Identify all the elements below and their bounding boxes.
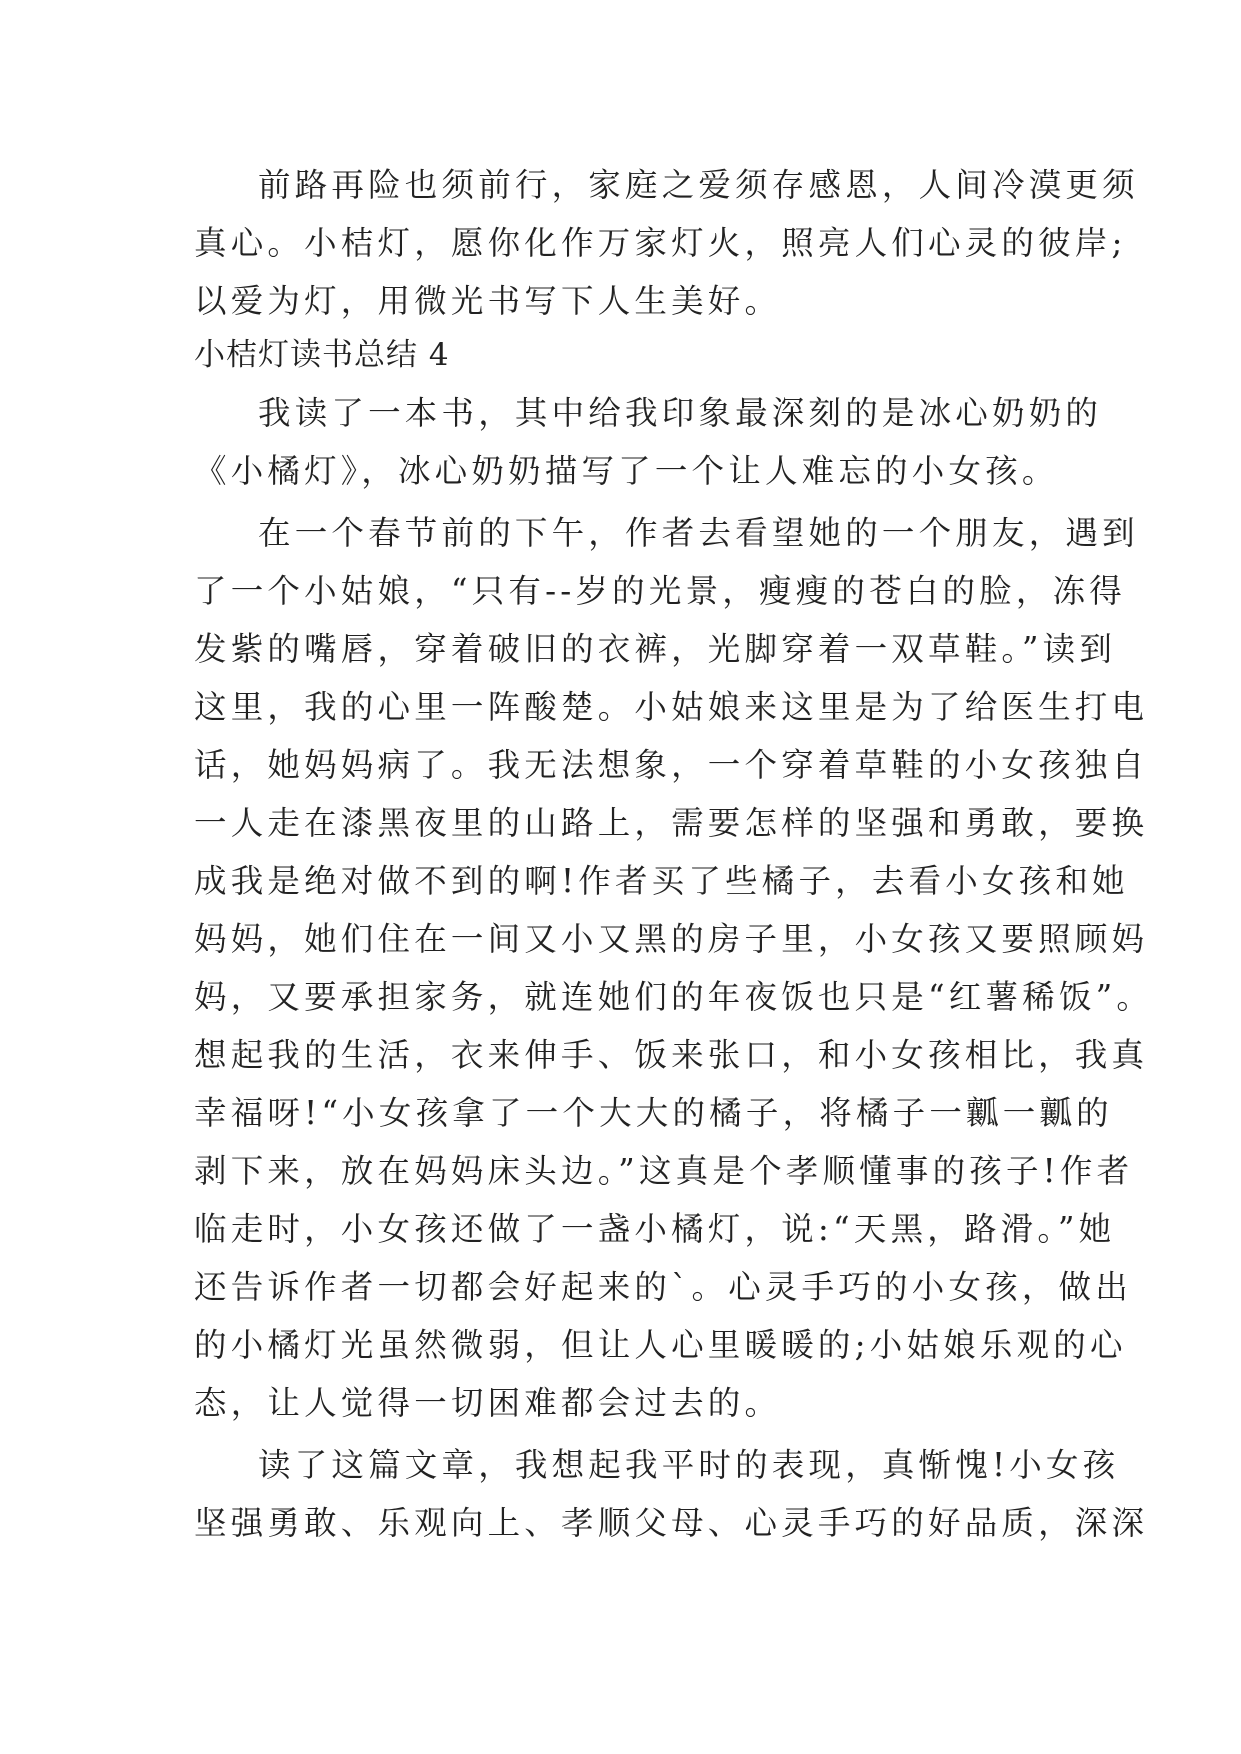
paragraph-line: 幸福呀!“小女孩拿了一个大大的橘子，将橘子一瓤一瓤的	[194, 1094, 1113, 1132]
paragraph-line: 以爱为灯，用微光书写下人生美好。	[194, 282, 782, 320]
paragraph-line: 《小橘灯》，冰心奶奶描写了一个让人难忘的小女孩。	[194, 452, 1059, 490]
paragraph-line: 妈，又要承担家务，就连她们的年夜饭也只是“红薯稀饭”。	[194, 978, 1154, 1016]
paragraph-line: 一人走在漆黑夜里的山路上，需要怎样的坚强和勇敢，要换	[194, 804, 1149, 842]
paragraph-line: 临走时，小女孩还做了一盏小橘灯，说:“天黑，路滑。”她	[194, 1210, 1116, 1248]
paragraph-line: 话，她妈妈病了。我无法想象，一个穿着草鞋的小女孩独自	[194, 746, 1149, 784]
paragraph-line: 想起我的生活，衣来伸手、饭来张口，和小女孩相比，我真	[194, 1036, 1149, 1074]
paragraph-line: 了一个小姑娘，“只有--岁的光景，瘦瘦的苍白的脸，冻得	[194, 572, 1126, 610]
paragraph-line: 发紫的嘴唇，穿着破旧的衣裤，光脚穿着一双草鞋。”读到	[194, 630, 1117, 668]
paragraph-line: 剥下来，放在妈妈床头边。”这真是个孝顺懂事的孩子!作者	[194, 1152, 1134, 1190]
paragraph-line: 妈妈，她们住在一间又小又黑的房子里，小女孩又要照顾妈	[194, 920, 1149, 958]
paragraph-line: 读了这篇文章，我想起我平时的表现，真惭愧!小女孩	[258, 1446, 1120, 1484]
paragraph-line: 前路再险也须前行，家庭之爱须存感恩，人间冷漠更须	[258, 166, 1139, 204]
paragraph-line: 我读了一本书，其中给我印象最深刻的是冰心奶奶的	[258, 394, 1103, 432]
paragraph-line: 成我是绝对做不到的啊!作者买了些橘子，去看小女孩和她	[194, 862, 1129, 900]
paragraph-line: 这里，我的心里一阵酸楚。小姑娘来这里是为了给医生打电	[194, 688, 1149, 726]
paragraph-line: 的小橘灯光虽然微弱，但让人心里暖暖的;小姑娘乐观的心	[194, 1326, 1127, 1364]
paragraph-line: 真心。小桔灯，愿你化作万家灯火，照亮人们心灵的彼岸;	[194, 224, 1127, 262]
paragraph-line: 态，让人觉得一切困难都会过去的。	[194, 1384, 782, 1422]
paragraph-line: 坚强勇敢、乐观向上、孝顺父母、心灵手巧的好品质，深深	[194, 1504, 1149, 1542]
paragraph-line: 还告诉作者一切都会好起来的`。心灵手巧的小女孩，做出	[194, 1268, 1132, 1306]
section-heading: 小桔灯读书总结 4	[194, 337, 450, 373]
paragraph-line: 在一个春节前的下午，作者去看望她的一个朋友，遇到	[258, 514, 1139, 552]
